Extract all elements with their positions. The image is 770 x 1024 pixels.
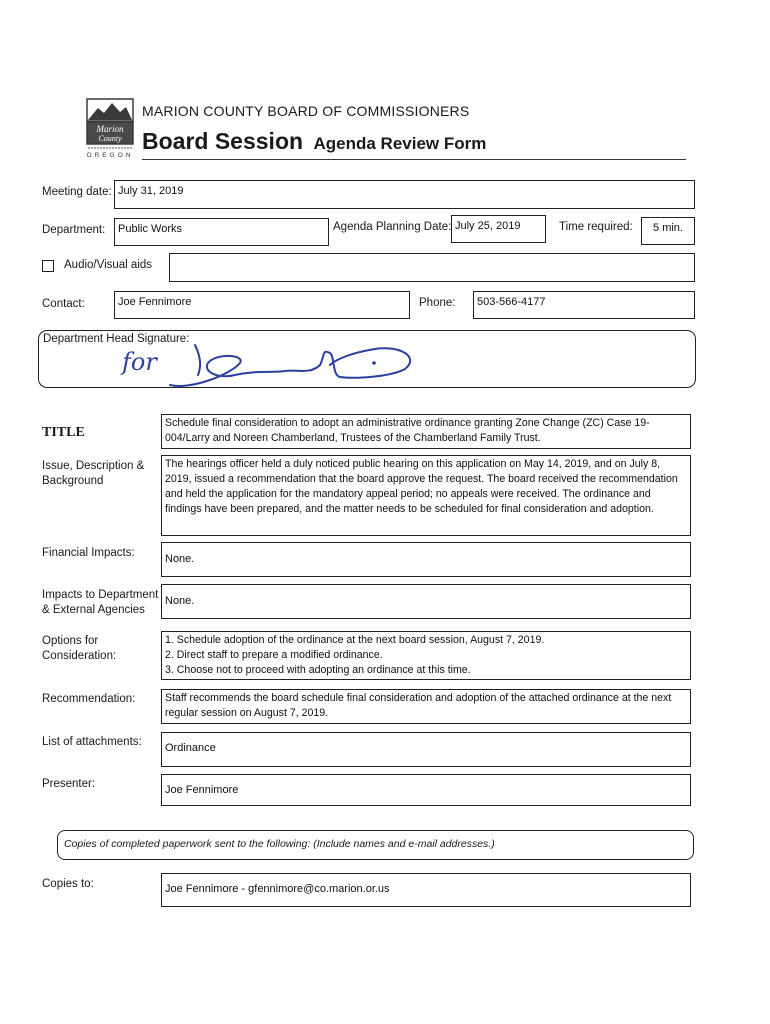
agenda-planning-label: Agenda Planning Date: [333, 221, 452, 233]
svg-text:County: County [98, 134, 122, 143]
options-label-line1: Options for [42, 635, 99, 647]
contact-label: Contact: [42, 298, 85, 310]
signature-label: Department Head Signature: [43, 333, 190, 345]
recommendation-label: Recommendation: [42, 693, 136, 705]
presenter-label: Presenter: [42, 778, 96, 790]
option-2: 2. Direct staff to prepare a modified ordinance. [165, 649, 383, 661]
meeting-date-label: Meeting date: [42, 186, 112, 198]
attachments-label: List of attachments: [42, 736, 142, 748]
av-checkbox[interactable] [42, 260, 54, 272]
signature-scribble [160, 335, 430, 390]
presenter-text-box[interactable]: Joe Fennimore [161, 774, 691, 806]
county-logo [86, 98, 134, 158]
department-label: Department: [42, 224, 106, 236]
copies-note: Copies of completed paperwork sent to the following: (Include names and e-mail addresses.) [64, 838, 495, 850]
copies-text-box[interactable]: Joe Fennimore - gfennimore@co.marion.or.us [161, 873, 691, 907]
form-title [142, 128, 486, 155]
department-field[interactable]: Public Works [114, 218, 329, 246]
av-field[interactable] [169, 253, 695, 282]
form-title-rest: Agenda Review Form [313, 134, 487, 153]
attachments-text-box[interactable]: Ordinance [161, 732, 691, 767]
org-title: MARION COUNTY BOARD OF COMMISSIONERS [142, 103, 470, 119]
option-1: 1. Schedule adoption of the ordinance at the next board session, August 7, 2019. [165, 634, 545, 646]
option-3: 3. Choose not to proceed with adopting an ordinance at this time. [165, 664, 471, 676]
impacts-label-line1: Impacts to Department [42, 589, 159, 601]
phone-label: Phone: [419, 297, 456, 309]
financial-text-box[interactable]: None. [161, 542, 691, 577]
logo-state: OREGON [86, 152, 134, 159]
header-rule [142, 159, 686, 160]
svg-text:Marion: Marion [96, 124, 124, 134]
contact-field[interactable]: Joe Fennimore [114, 291, 410, 319]
options-label [42, 634, 116, 664]
impacts-text-box[interactable]: None. [161, 584, 691, 619]
impacts-label-line2: & External Agencies [42, 604, 145, 616]
impacts-label [42, 588, 158, 618]
issue-label-line1: Issue, Description & [42, 460, 145, 472]
copies-label: Copies to: [42, 878, 94, 890]
issue-text-box[interactable]: The hearings officer held a duly noticed public hearing on this application on May 14, 2019, and on July 8, 2019, issued a recommendation that the board approve the request. The board received the recommendation and held the application for the mandatory appeal period; no appeals were received. The ordinance and findings have been prepared, and the matter needs to be scheduled for final consideration and adoption. [161, 455, 691, 536]
phone-field[interactable]: 503-566-4177 [473, 291, 695, 319]
time-required-field[interactable]: 5 min. [641, 217, 695, 245]
meeting-date-field[interactable]: July 31, 2019 [114, 180, 695, 209]
title-label: TITLE [42, 425, 85, 440]
recommendation-text-box[interactable]: Staff recommends the board schedule final consideration and adoption of the attached ordinance at the next regular session on August 7, 2019. [161, 689, 691, 724]
options-text-box[interactable] [161, 631, 691, 680]
agenda-planning-date-field[interactable]: July 25, 2019 [451, 215, 546, 243]
issue-label-line2: Background [42, 475, 104, 487]
financial-label: Financial Impacts: [42, 547, 135, 559]
form-title-bold: Board Session [142, 128, 304, 154]
options-label-line2: Consideration: [42, 650, 117, 662]
title-text-box[interactable]: Schedule final consideration to adopt an administrative ordinance granting Zone Change (ZC) Case 19-004/Larry and Noreen Chamberland, Trustees of the Chamberland Family Trust. [161, 414, 691, 449]
av-label: Audio/Visual aids [64, 259, 153, 271]
time-required-label: Time required: [559, 221, 633, 233]
issue-label [42, 459, 144, 489]
signature-for: for [122, 348, 157, 376]
